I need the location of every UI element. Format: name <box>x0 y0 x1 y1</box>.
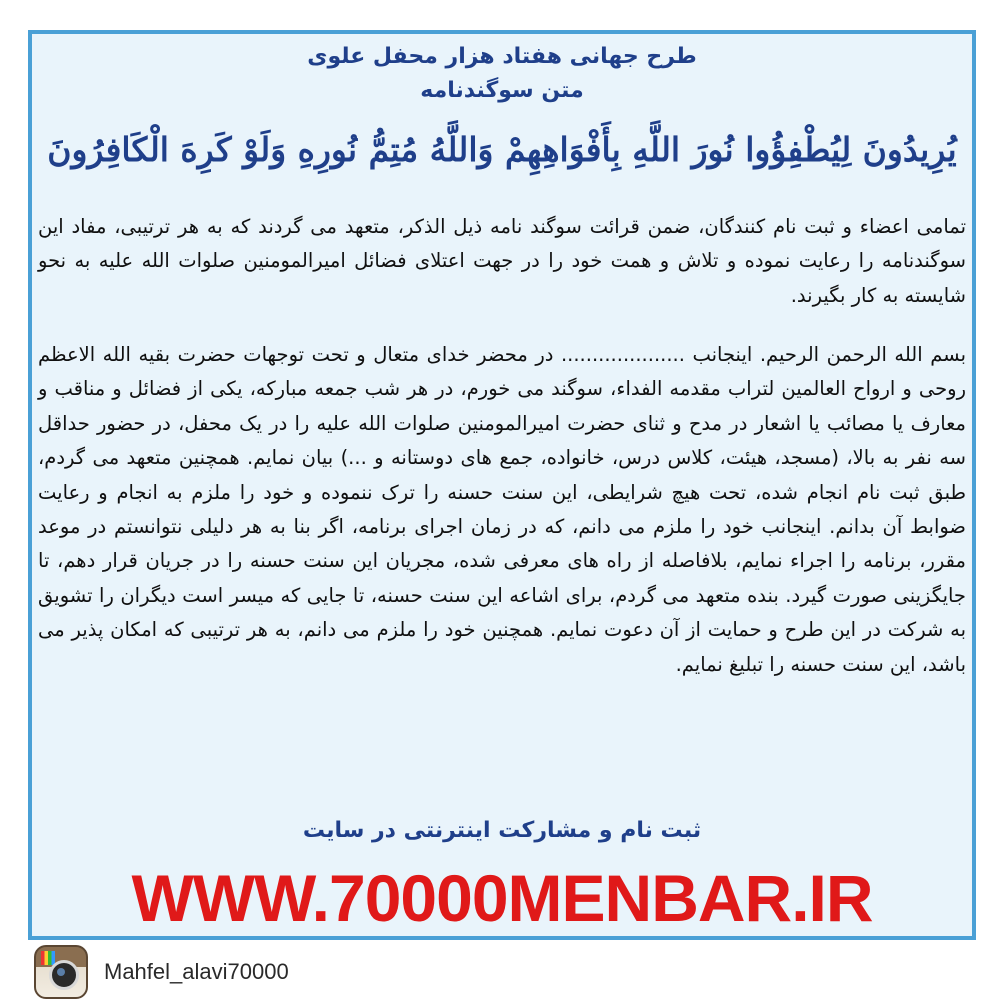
oath-paragraph: بسم الله الرحمن الرحیم. اینجانب .................... در محضر خدای متعال و تحت توجهات حضرت بقیه الله الاعظم روحی و ارواح العالمین لتراب مقدمه الفداء، سوگند می خورم، در هر شب جمعه مبارکه، یکی از فضائل و مناقب و معارف یا مصائب یا اشعار در مدح و ثنای حضرت امیرالمومنین صلوات الله علیه را در یک محفل، در حضور حداقل سه نفر به بالا، (مسجد، هیئت، کلاس درس، خانواده، جمع های دوستانه و ...) بیان نمایم. همچنین متعهد می گردم، طبق ثبت نام انجام شده، تحت هیچ شرایطی، این سنت حسنه را ترک ننموده و خود را ملزم به انجام و رعایت ضوابط آن بدانم. اینجانب خود را ملزم می دانم، که در زمان اجرای برنامه، اگر بنا به هر دلیلی نتوانستم در موعد مقرر، برنامه را اجراء نمایم، بلافاصله از راه های معرفی شده، مجریان این سنت حسنه را در جریان قرار دهم، تا جایگزینی صورت گیرد. بنده متعهد می گردم، برای اشاعه این سنت حسنه، تا جایی که میسر است دیگران را تشویق به شرکت در این طرح و حمایت از آن دعوت نمایم. همچنین خود را ملزم می دانم، به هر ترتیبی که امکان پذیر می باشد، این سنت حسنه را تبلیغ نمایم. <box>38 343 966 676</box>
page-title: طرح جهانی هفتاد هزار محفل علوی <box>307 44 697 69</box>
instagram-camera-icon <box>34 945 88 999</box>
intro-paragraph: تمامی اعضاء و ثبت نام کنندگان، ضمن قرائت سوگند نامه ذیل الذکر، متعهد می گردند که به هر ترتیبی، مفاد این سوگندنامه را رعایت نموده و تلاش و همت خود را در جهت اعتلای فضائل امیرالمومنین صلوات الله علیه به نحو شایسته به کار بگیرند. <box>38 215 966 307</box>
quran-verse: يُرِيدُونَ لِيُطْفِؤُوا نُورَ اللَّهِ بِأَفْوَاهِهِمْ وَاللَّهُ مُتِمُّ نُورِهِ وَلَوْ كَرِهَ الْكَافِرُونَ <box>47 130 957 169</box>
footer <box>34 944 289 1000</box>
instagram-handle[interactable]: Mahfel_alavi70000 <box>104 959 289 984</box>
website-link[interactable]: WWW.70000MENBAR.IR <box>131 861 873 935</box>
oath-card <box>28 30 976 940</box>
registration-label: ثبت نام و مشارکت اینترنتی در سایت <box>302 818 702 843</box>
page-subtitle: متن سوگندنامه <box>420 78 584 103</box>
